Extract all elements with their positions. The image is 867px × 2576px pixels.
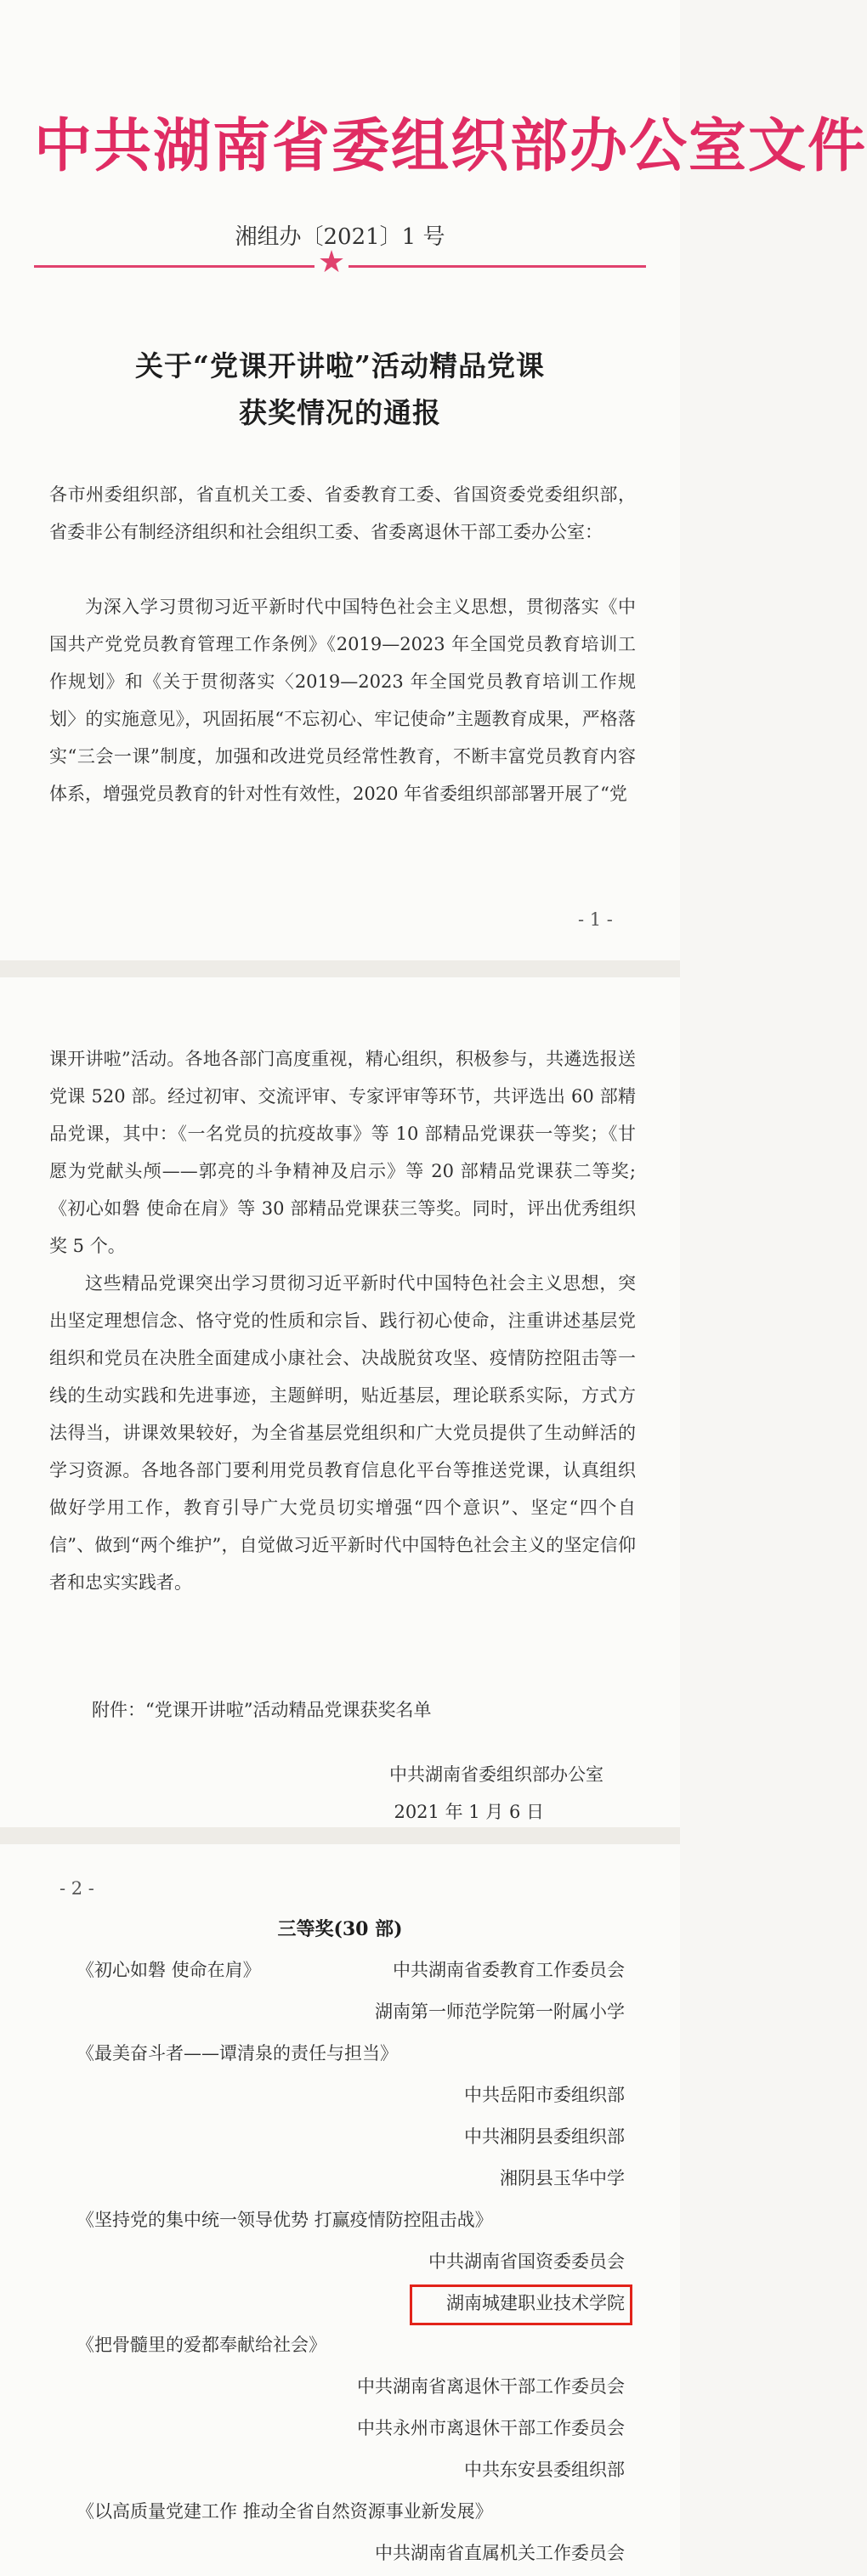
award-organization: 中共湖南省国资委委员会 bbox=[428, 2251, 625, 2272]
page-gap bbox=[0, 960, 680, 977]
highlight-box bbox=[410, 2284, 632, 2325]
attachment-line: 附件：“党课开讲啦”活动精品党课获奖名单 bbox=[92, 1700, 432, 1720]
notice-title-line2: 获奖情况的通报 bbox=[239, 396, 441, 429]
red-divider-left bbox=[34, 265, 314, 268]
red-star-icon: ★ bbox=[317, 245, 346, 280]
document-header-title: 中共湖南省委组织部办公室文件 bbox=[34, 112, 867, 180]
award-organization: 中共湖南省委教育工作委员会 bbox=[393, 1960, 625, 1980]
award-organization: 中共永州市离退休干部工作委员会 bbox=[357, 2418, 625, 2438]
page-number-2: - 2 - bbox=[60, 1878, 94, 1899]
award-organization-highlighted: 湖南城建职业技术学院 bbox=[446, 2293, 625, 2313]
body-paragraph-2: 这些精品党课突出学习贯彻习近平新时代中国特色社会主义思想，突出坚定理想信念、恪守党的性质和宗旨、践行初心使命，注重讲述基层党组织和党员在决胜全面建成小康社会、决战脱贫攻坚、疫情防控阻击等一线的生动实践和先进事迹，主题鲜明，贴近基层，理论联系实际，方式方法得当，讲课效果较好，为全省基层党组织和广大党员提供了生动鲜活的学习资源。各地各部门要利用党员教育信息化平台等推送党课，认真组织做好学用工作，教育引导广大党员切实增强“四个意识”、坚定“四个自信”、做到“两个维护”，自觉做习近平新时代中国特色社会主义的坚定信仰者和忠实实践者。 bbox=[49, 1273, 636, 1593]
award-organization: 中共湘阴县委组织部 bbox=[464, 2126, 625, 2147]
notice-title-line1: 关于“党课开讲啦”活动精品党课 bbox=[135, 349, 545, 382]
award-organization: 中共湖南省直属机关工作委员会 bbox=[375, 2543, 625, 2563]
signature-organization: 中共湖南省委组织部办公室 bbox=[389, 1764, 604, 1785]
award-organization: 中共湖南省离退休干部工作委员会 bbox=[357, 2376, 625, 2397]
award-heading: 三等奖(30 部) bbox=[277, 1918, 403, 1940]
body-paragraph-1-continued: 课开讲啦”活动。各地各部门高度重视，精心组织，积极参与，共遴选报送党课 520 部。经过初审、交流评审、专家评审等环节，共评选出 60 部精品党课，其中：《一名党员的抗疫故事》等 10 部精品党课获一等奖；《甘愿为党献头颅——郭亮的斗争精神及启示》等 20 部精品党课获二等奖;《初心如磐 使命在肩》等 30 部精品党课获三等奖。同时，评出优秀组织奖 5 个。 bbox=[49, 1049, 636, 1256]
award-title: 《最美奋斗者——谭清泉的责任与担当》 bbox=[76, 2043, 398, 2064]
award-title: 《坚持党的集中统一领导优势 打赢疫情防控阻击战》 bbox=[76, 2210, 493, 2230]
award-organization: 中共东安县委组织部 bbox=[464, 2460, 625, 2480]
award-organization: 中共岳阳市委组织部 bbox=[464, 2085, 625, 2105]
recipients-paragraph: 各市州委组织部，省直机关工委、省委教育工委、省国资委党委组织部，省委非公有制经济组织和社会组织工委、省委离退休干部工委办公室： bbox=[49, 484, 636, 542]
award-organization: 湘阴县玉华中学 bbox=[500, 2168, 625, 2188]
signature-date: 2021 年 1 月 6 日 bbox=[394, 1802, 544, 1822]
page-gap bbox=[0, 1827, 680, 1844]
award-title: 《以高质量党建工作 推动全省自然资源事业新发展》 bbox=[76, 2501, 493, 2522]
document-number: 湘组办〔2021〕1 号 bbox=[235, 224, 445, 250]
page-number-1: - 1 - bbox=[578, 909, 613, 930]
red-divider-right bbox=[348, 265, 646, 268]
award-title: 《把骨髓里的爱都奉献给社会》 bbox=[76, 2335, 326, 2355]
award-organization: 湖南第一师范学院第一附属小学 bbox=[375, 2001, 625, 2022]
award-title: 《初心如磐 使命在肩》 bbox=[76, 1960, 261, 1980]
body-paragraph-1: 为深入学习贯彻习近平新时代中国特色社会主义思想，贯彻落实《中国共产党党员教育管理工作条例》《2019—2023 年全国党员教育培训工作规划》和《关于贯彻落实〈2019—2023 年全国党员教育培训工作规划〉的实施意见》，巩固拓展“不忘初心、牢记使命”主题教育成果，严格落实“三会一课”制度，加强和改进党员经常性教育，不断丰富党员教育内容体系，增强党员教育的针对性有效性，2020 年省委组织部部署开展了“党 bbox=[49, 597, 636, 804]
